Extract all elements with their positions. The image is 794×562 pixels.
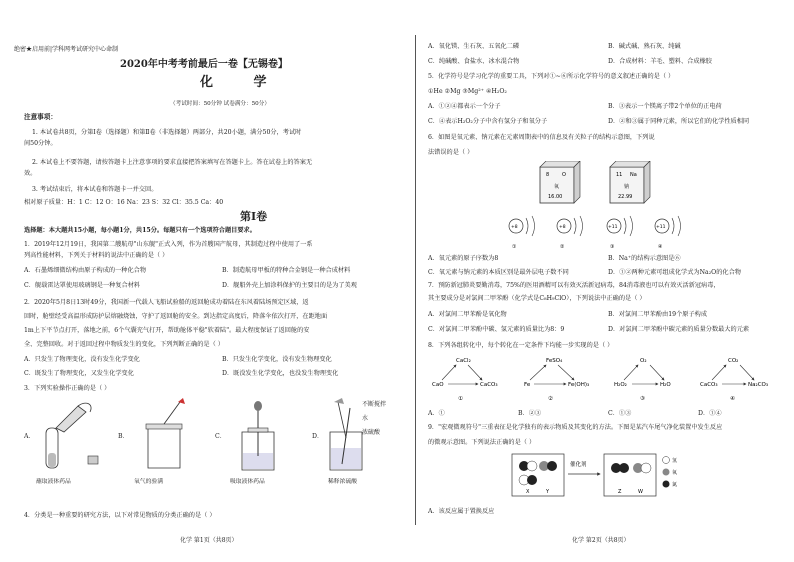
- part-1-instructions: 选择题：本大题共15小题，每小题1分，共15分。每题只有一个选项符合题目要求。: [24, 227, 256, 234]
- q9-stem-2: 的微观示意图。下列说法正确的是（ ）: [428, 439, 536, 446]
- q4-stem: 4．分类是一种重要的研究方法，以下对常见物质的分类正确的是（ ）: [24, 512, 216, 519]
- q3-d-note-acid: 浓硫酸: [362, 429, 381, 436]
- q7-stem-2: 其主要成分是对氯间二甲苯酚（化学式是C₈H₉ClO），下列说法中正确的是（ ）: [428, 295, 646, 302]
- atom-label-3: ③: [610, 244, 615, 250]
- q4-option-b[interactable]: B．碱式碱、熟石灰、纯碱: [608, 43, 681, 50]
- q8-diagram-1: [432, 358, 498, 402]
- q8-option-d[interactable]: D．①④: [698, 410, 722, 417]
- q8-d1-num: ①: [458, 396, 463, 402]
- q3-option-d[interactable]: D．: [312, 433, 324, 440]
- atom-label-2: ②: [560, 244, 565, 250]
- q2-stem-3: 1m上下平节点打开，落地之前，6个气囊充气打开，帮助舱体平稳"软着陆"。最大程度保证了返回舱的安: [24, 327, 310, 334]
- atom-2: [557, 216, 583, 236]
- q8-d4-num: ④: [730, 396, 735, 402]
- q3-option-c[interactable]: C．: [215, 433, 226, 440]
- q3-caption-a: 蘸取液体药品: [36, 479, 71, 485]
- part-1-title: 第Ⅰ卷: [240, 210, 268, 223]
- q3-illustration-c: [226, 398, 296, 476]
- q1-option-d[interactable]: D．舰船外壳上加涂料保护的主要目的是为了美观: [222, 282, 357, 289]
- q7-option-a[interactable]: A．对氯间二甲苯酚是氧化物: [428, 311, 507, 318]
- q3-illustration-a: [38, 398, 108, 476]
- q9-mol-w: W: [638, 489, 643, 495]
- atom-1: [509, 216, 535, 236]
- q9-mol-y: Y: [546, 489, 550, 495]
- q2-option-b[interactable]: B．只发生化学变化，没有发生物理变化: [222, 356, 332, 363]
- q2-option-c[interactable]: C．既发生了物理变化，又发生化学变化: [24, 370, 134, 377]
- cell2-number: 11: [616, 172, 623, 178]
- q9-stem-1: 9．"宏观微观符号"三重表征是化学独有的表示物质及其变化的方法。下图是某汽车尾气净化装置中发生反应: [428, 424, 723, 431]
- note-3: 3. 考试结束后，将本试卷和答题卡一并交回。: [32, 186, 158, 193]
- q8-d2-top: FeSO₄: [546, 358, 563, 364]
- q1-option-a[interactable]: A．石墨烯细微结构由原子构成的一种化合物: [24, 267, 147, 274]
- note-2a: 2. 本试卷上不要答题，请按答题卡上注意事项的要求直接把答案填写在答题卡上。答在试卷上的答案无: [32, 159, 313, 166]
- q3-d-note-water: 水: [362, 415, 369, 422]
- q8-d2-right: Fe(OH)₃: [568, 382, 590, 388]
- cell1-mass: 16.00: [548, 194, 563, 200]
- q8-d2-num: ②: [548, 396, 553, 402]
- q8-d2-left: Fe: [524, 382, 531, 388]
- atom-4-nucleus: +11: [656, 225, 666, 230]
- q8-d4-right: Na₂CO₃: [748, 382, 769, 388]
- q6-option-a[interactable]: A．氧元素的原子序数为8: [428, 255, 499, 262]
- q5-option-d[interactable]: D．②和③属于同种元素，所以它们的化学性质相同: [608, 118, 750, 125]
- footer-left: 化学 第1页（共8页）: [180, 537, 238, 544]
- q3-option-a[interactable]: A．: [24, 433, 35, 440]
- q9-micro-diagram: [508, 452, 688, 502]
- q9-mol-z: Z: [618, 489, 622, 495]
- cell1-number: 8: [546, 172, 550, 178]
- q7-option-d[interactable]: D．对氯间二甲苯酚中碳元素的质量分数最大的元素: [608, 326, 750, 333]
- q8-d3-right: H₂O: [660, 382, 671, 388]
- notes-heading: 注意事项：: [24, 113, 57, 121]
- atom-label-4: ④: [658, 244, 663, 250]
- q2-option-a[interactable]: A．只发生了物理变化，没有发生化学变化: [24, 356, 140, 363]
- q9-legend-2: 氧: [672, 470, 678, 476]
- q7-option-c[interactable]: C．对氯间二甲苯酚中碳、氢元素的质量比为8：9: [428, 326, 565, 333]
- q3-caption-d: 稀释浓硫酸: [328, 479, 357, 485]
- q3-d-note-stir: 不断搅拌: [362, 401, 387, 408]
- cell1-name: 氧: [554, 184, 560, 190]
- atom-1-nucleus: +8: [511, 225, 518, 230]
- q6-periodic-cells: [534, 161, 684, 211]
- q9-mol-x: X: [526, 489, 530, 495]
- q6-stem-1: 6．如图是氧元素、钠元素在元素周期表中的信息及有关粒子的结构示意图，下列说: [428, 134, 655, 141]
- q3-caption-c: 吸取液体药品: [230, 479, 265, 485]
- note-1a: 1. 本试卷共8页，分第Ⅰ卷（选择题）和第Ⅱ卷（非选择题）两部分，共20小题，满分50分，考试时: [32, 129, 302, 136]
- confidential-tag: 绝密★启用前|学科网考试研究中心命制: [14, 46, 119, 53]
- q3-stem: 3．下列实验操作正确的是（ ）: [24, 385, 111, 392]
- q5-option-a[interactable]: A．①②④都表示一个分子: [428, 103, 501, 110]
- q8-d4-top: CO₂: [728, 358, 739, 364]
- q6-option-d[interactable]: D．①②两种元素可组成化学式为Na₂O的化合物: [608, 269, 741, 276]
- q7-option-b[interactable]: B．对氯间二甲苯酚由19个原子构成: [608, 311, 708, 318]
- q8-diagram-2: [524, 358, 589, 402]
- atom-label-1: ①: [512, 244, 517, 250]
- q3-option-b[interactable]: B．: [118, 433, 129, 440]
- q2-option-d[interactable]: D．既没发生化学变化，也没发生物理变化: [222, 370, 339, 377]
- q8-d1-left: CaO: [432, 382, 444, 388]
- q9-option-a[interactable]: A．该反应属于置换反应: [428, 508, 495, 515]
- q3-caption-b: 氧气的验满: [134, 479, 163, 485]
- note-1b: 间50分钟。: [24, 140, 57, 147]
- cell2-symbol: Na: [630, 172, 637, 178]
- q4-option-c[interactable]: C．纯碱酸、食盐水、冰水混合物: [428, 58, 520, 65]
- note-2b: 效。: [24, 170, 37, 177]
- q8-option-c[interactable]: C．①③: [608, 410, 632, 417]
- atom-3-nucleus: +11: [608, 225, 618, 230]
- q8-conversion-diagrams: [428, 354, 788, 406]
- q8-stem: 8．下列各组转化中，每个转化在一定条件下均能一步实现的是（ ）: [428, 342, 614, 349]
- atom-2-nucleus: +8: [559, 225, 566, 230]
- q6-option-c[interactable]: C．氧元素与钠元素的本质区别是最外层电子数不同: [428, 269, 569, 276]
- column-divider: [415, 35, 416, 525]
- q5-option-b[interactable]: B．③表示一个镁离子带2个单位的正电荷: [608, 103, 722, 110]
- cell2-name: 钠: [624, 184, 630, 190]
- q8-diagram-3: [614, 358, 671, 402]
- atom-3: [607, 216, 633, 236]
- q2-stem-2: 回时，舱壁经受高温形成防护层熔融烧蚀，守护了返回舱的安全。到达指定高度后，降落伞依次打开，在距地面: [24, 313, 328, 320]
- q7-stem-1: 7．预防新冠肺炎要勤消毒，75%的医用酒精可以有效灭活新冠病毒，84消毒液也可以有效灭活新冠病毒，: [428, 282, 720, 289]
- exam-meta: （考试时间：50分钟 试卷满分：50分）: [170, 101, 270, 107]
- cell1-symbol: O: [562, 172, 566, 178]
- q5-stem: 5．化学符号是学习化学的重要工具，下列对①~⑥所示化学符号的意义叙述正确的是（ ）: [428, 73, 675, 80]
- cell2-mass: 22.99: [618, 194, 633, 200]
- q6-atom-diagrams: [502, 212, 702, 252]
- exam-subject: 化 学: [200, 75, 285, 90]
- q8-d4-left: CaCO₃: [700, 382, 718, 388]
- q8-option-b[interactable]: B．②③: [518, 410, 542, 417]
- q6-option-b[interactable]: B．Na⁺的结构示意图是⑥: [608, 255, 681, 262]
- q5-symbols: ①He ②Mg ③Mg²⁺ ④H₂O₂: [428, 88, 507, 95]
- footer-right: 化学 第2页（共8页）: [572, 537, 630, 544]
- q1-stem-cont: 列高性能材料，下列关于材料的说法中正确的是（ ）: [24, 252, 169, 259]
- q4-option-a[interactable]: A．氧化镁、生石灰、五氧化二磷: [428, 43, 520, 50]
- q1-stem: 1．2019年12月19日，我国第二艘航母"山东舰"正式入列，作为首艘国产航母，其制造过程中使用了一系: [24, 241, 313, 248]
- exam-title: 2020年中考考前最后一卷【无锡卷】: [120, 59, 288, 70]
- q9-legend-1: 氢: [672, 458, 678, 464]
- q8-d1-top: CaCl₂: [456, 358, 471, 364]
- left-column: [10, 0, 410, 562]
- q1-option-b[interactable]: B．制造航母甲板的特种合金钢是一种合成材料: [222, 267, 351, 274]
- q8-d3-top: O₂: [640, 358, 647, 364]
- q9-legend-3: 氮: [672, 482, 678, 488]
- q8-d3-left: H₂O₂: [614, 382, 627, 388]
- q1-option-c[interactable]: C．舰载雷达罩使用玻璃钢是一种复合材料: [24, 282, 141, 289]
- atom-4: [655, 216, 681, 236]
- q4-option-d[interactable]: D．合成材料：羊毛、塑料、合成橡胶: [608, 58, 712, 65]
- q8-diagram-4: [700, 358, 768, 402]
- q8-d3-num: ③: [640, 396, 645, 402]
- right-column: [422, 0, 788, 562]
- q9-catalyst: 催化剂: [570, 462, 587, 468]
- q3-illustration-b: [130, 398, 200, 476]
- q2-stem-4: 全、完整回收。对于返回过程中物质发生的变化，下列判断正确的是（ ）: [24, 341, 224, 348]
- q8-option-a[interactable]: A．①: [428, 410, 445, 417]
- atomic-masses: 相对原子质量：H：1 C：12 O：16 Na：23 S：32 Cl：35.5 Ca：40: [24, 199, 224, 206]
- q5-option-c[interactable]: C．④表示H₂O₂分子中含有氢分子和氧分子: [428, 118, 548, 125]
- q6-stem-2: 法错误的是（ ）: [428, 149, 474, 156]
- q8-d1-right: CaCO₃: [480, 382, 498, 388]
- q2-stem-1: 2．2020年5月8日13时49分，我国新一代载人飞船试验船的返回舱成功着陆在东风着陆场预定区域，返: [24, 299, 309, 306]
